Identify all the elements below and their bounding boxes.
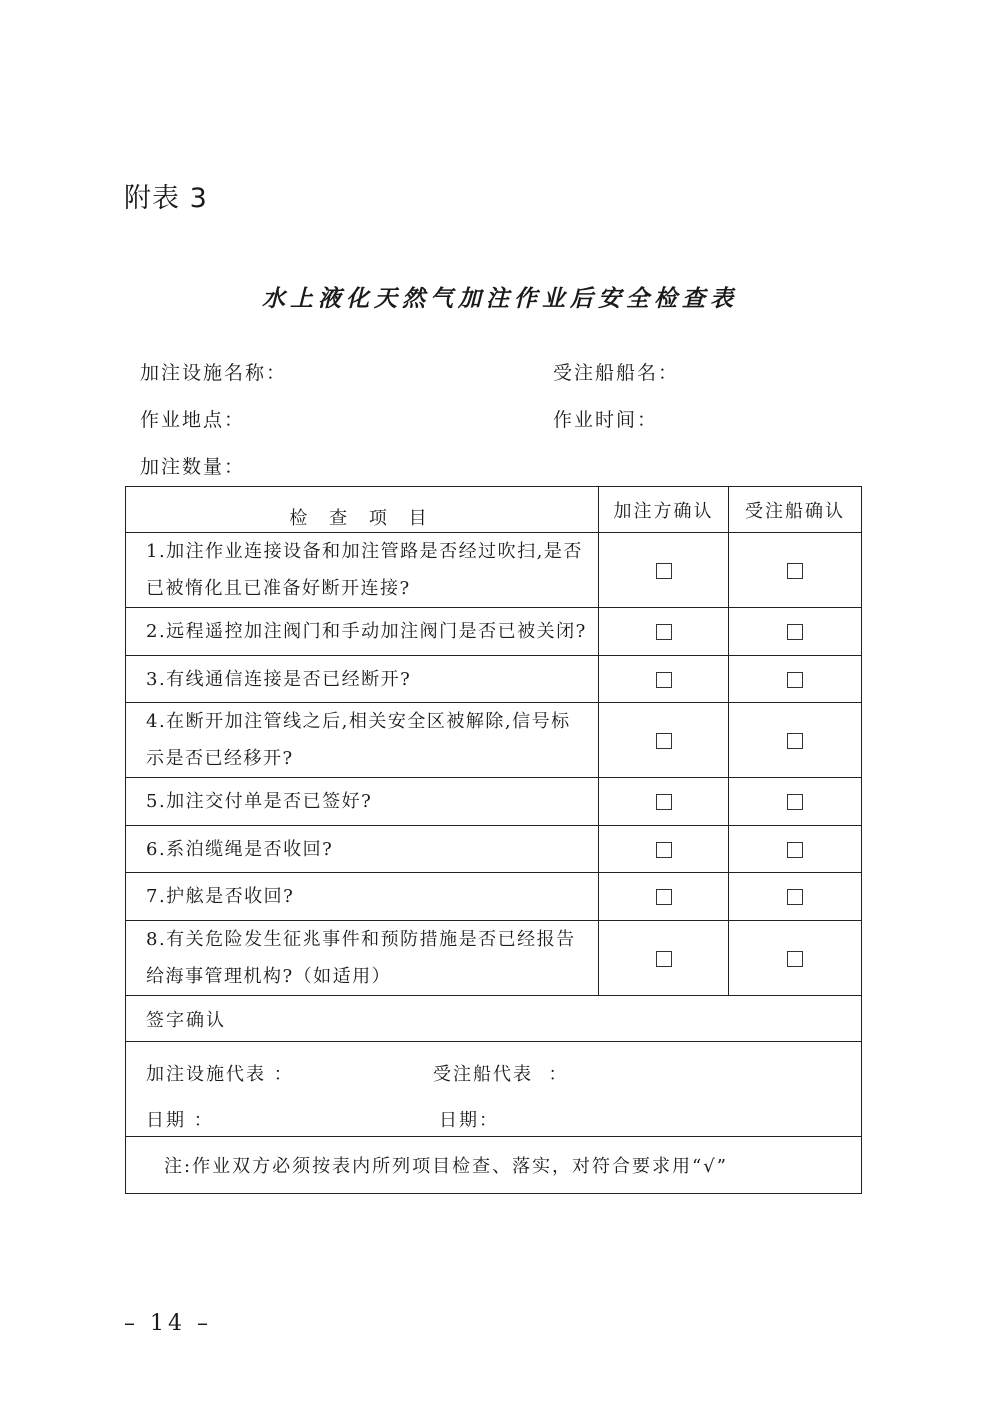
- ship-name-label: 受注船船名：: [553, 362, 680, 384]
- facility-name-label: 加注设施名称：: [140, 362, 288, 384]
- checklist-table: [125, 486, 862, 1194]
- table-row: [126, 533, 862, 608]
- time-label: 作业时间：: [553, 409, 659, 431]
- ship-rep-label: 受注船代表 ：: [433, 1064, 569, 1085]
- table-row: [126, 656, 862, 703]
- header-check-item: 检 查 项 目: [126, 487, 599, 533]
- bunkering-checkbox[interactable]: [656, 624, 672, 640]
- ship-checkbox[interactable]: [787, 733, 803, 749]
- table-header-row: [126, 487, 862, 533]
- ship-checkbox[interactable]: [787, 563, 803, 579]
- header-receiving-ship: 受注船确认: [729, 487, 862, 533]
- signature-row: [126, 1042, 862, 1137]
- table-row: [126, 826, 862, 873]
- check-item-text: 6.系泊缆绳是否收回?: [126, 826, 599, 873]
- document-title: 水上液化天然气加注作业后安全检查表: [262, 285, 738, 312]
- page-number: – 14 –: [124, 1311, 212, 1336]
- ship-checkbox[interactable]: [787, 889, 803, 905]
- check-item-text: 2.远程遥控加注阀门和手动加注阀门是否已被关闭?: [126, 608, 599, 656]
- date-right-label: 日期：: [439, 1110, 499, 1131]
- bunkering-checkbox[interactable]: [656, 842, 672, 858]
- table-row: [126, 921, 862, 996]
- bunkering-checkbox[interactable]: [656, 951, 672, 967]
- attachment-label: 附表 3: [124, 183, 208, 214]
- ship-checkbox[interactable]: [787, 951, 803, 967]
- signature-heading-row: [126, 996, 862, 1042]
- quantity-label: 加注数量：: [140, 456, 246, 478]
- header-bunkering-party: 加注方确认: [599, 487, 729, 533]
- date-left-label: 日期 ：: [146, 1110, 214, 1131]
- ship-checkbox[interactable]: [787, 842, 803, 858]
- bunkering-checkbox[interactable]: [656, 794, 672, 810]
- bunkering-checkbox[interactable]: [656, 733, 672, 749]
- bunkering-checkbox[interactable]: [656, 563, 672, 579]
- table-row: [126, 608, 862, 656]
- check-item-text: 8.有关危险发生征兆事件和预防措施是否已经报告给海事管理机构?（如适用）: [126, 921, 599, 996]
- check-item-text: 5.加注交付单是否已签好?: [126, 778, 599, 826]
- bunkering-checkbox[interactable]: [656, 672, 672, 688]
- table-row: [126, 873, 862, 921]
- table-row: [126, 703, 862, 778]
- check-item-text: 7.护舷是否收回?: [126, 873, 599, 921]
- ship-checkbox[interactable]: [787, 624, 803, 640]
- ship-checkbox[interactable]: [787, 794, 803, 810]
- check-item-text: 1.加注作业连接设备和加注管路是否经过吹扫,是否已被惰化且已准备好断开连接?: [126, 533, 599, 608]
- note-row: [126, 1137, 862, 1194]
- bunkering-checkbox[interactable]: [656, 889, 672, 905]
- ship-checkbox[interactable]: [787, 672, 803, 688]
- facility-rep-label: 加注设施代表 ：: [146, 1064, 294, 1085]
- check-item-text: 4.在断开加注管线之后,相关安全区被解除,信号标示是否已经移开?: [126, 703, 599, 778]
- signature-heading: 签字确认: [126, 996, 862, 1042]
- check-item-text: 3.有线通信连接是否已经断开?: [126, 656, 599, 703]
- note-text: 注:作业双方必须按表内所列项目检查、落实，对符合要求用“√”: [126, 1137, 862, 1194]
- location-label: 作业地点：: [140, 409, 246, 431]
- table-row: [126, 778, 862, 826]
